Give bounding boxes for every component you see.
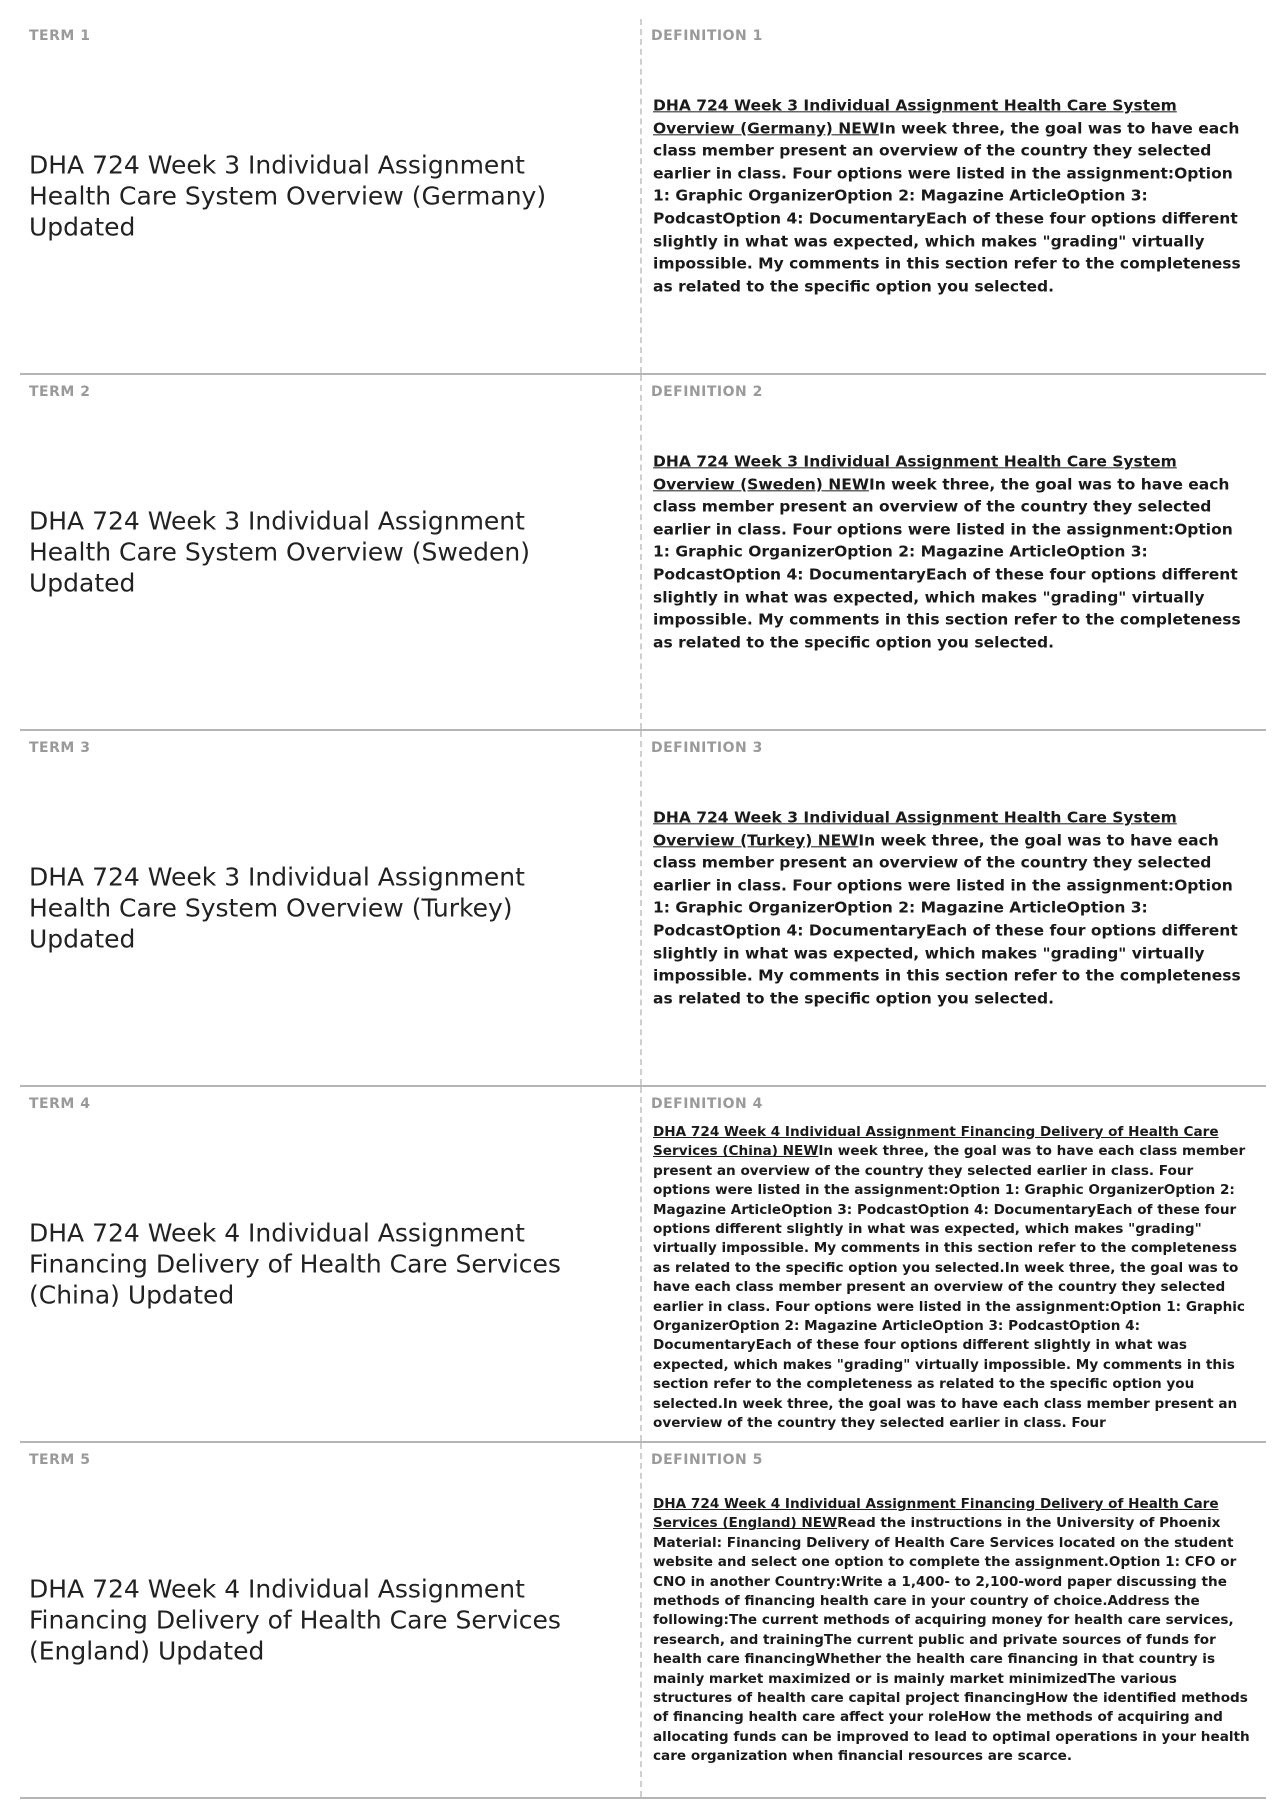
- definition-label: DEFINITION 2: [651, 384, 763, 400]
- definition-text: [653, 450, 1254, 653]
- card-row: [20, 375, 1266, 731]
- term-text: DHA 724 Week 3 Individual Assignment Health Care System Overview (Germany) Updated: [29, 150, 547, 242]
- term-label: TERM 5: [29, 1452, 91, 1468]
- term-cell: [20, 1443, 642, 1797]
- definition-text: [653, 1495, 1254, 1767]
- definition-text: [653, 806, 1254, 1009]
- definition-body: In week three, the goal was to have each class member present an overview of the country they selected earlier in class. Four options were listed in the assignment:Option 1: Graphic OrganizerOption 2: Magazine ArticleOption 3: PodcastOption 4: DocumentaryEach of these four options different slightly in what was expected, which makes "grading" virtually impossible. My comments in this section refer to the completeness as related to the specific option you selected.: [653, 474, 1241, 652]
- term-cell: [20, 731, 642, 1085]
- definition-label: DEFINITION 5: [651, 1452, 763, 1468]
- term-cell: [20, 375, 642, 729]
- definition-cell: [642, 1087, 1266, 1441]
- definition-label: DEFINITION 4: [651, 1096, 763, 1112]
- definition-cell: [642, 19, 1266, 373]
- term-cell: [20, 19, 642, 373]
- definition-title-link[interactable]: DHA 724 Week 3 Individual Assignment Health Care System Overview (Turkey) NEW: [653, 808, 1177, 849]
- term-text: DHA 724 Week 3 Individual Assignment Health Care System Overview (Sweden) Updated: [29, 506, 530, 598]
- term-label: TERM 2: [29, 384, 91, 400]
- term-label: TERM 1: [29, 28, 91, 44]
- definition-body: Read the instructions in the University of Phoenix Material: Financing Delivery of Health Care Services located on the student website and select one option to complete the assignment.Option 1: CFO or CNO in another Country:Write a 1,400- to 2,100-word paper discussing the methods of financing health care in your country of choice.Address the following:The current methods of acquiring money for health care services, research, and trainingThe current public and private sources of funds for health care financingWhether the health care financing in that country is mainly market maximized or is mainly market minimizedThe various structures of health care capital project financingHow the identified methods of financing health care affect your roleHow the methods of acquiring and allocating funds can be improved to lead to optimal operations in your health care organization when financial resources are scarce.: [653, 1515, 1250, 1765]
- term-text: DHA 724 Week 4 Individual Assignment Financing Delivery of Health Care Services (China) Updated: [29, 1218, 561, 1310]
- term-text: DHA 724 Week 4 Individual Assignment Financing Delivery of Health Care Services (England) Updated: [29, 1574, 561, 1666]
- definition-label: DEFINITION 3: [651, 740, 763, 756]
- definition-label: DEFINITION 1: [651, 28, 763, 44]
- definition-title-link[interactable]: DHA 724 Week 4 Individual Assignment Financing Delivery of Health Care Services (China) NEW: [653, 1124, 1219, 1160]
- definition-cell: [642, 375, 1266, 729]
- card-row: [20, 1087, 1266, 1443]
- definition-cell: [642, 1443, 1266, 1797]
- definition-cell: [642, 731, 1266, 1085]
- definition-body: In week three, the goal was to have each class member present an overview of the country they selected earlier in class. Four options were listed in the assignment:Option 1: Graphic OrganizerOption 2: Magazine ArticleOption 3: PodcastOption 4: DocumentaryEach of these four options different slightly in what was expected, which makes "grading" virtually impossible. My comments in this section refer to the completeness as related to the specific option you selected.In week three, the goal was to have each class member present an overview of the country they selected earlier in class. Four options were listed in the assignment:Option 1: Graphic OrganizerOption 2: Magazine ArticleOption 3: PodcastOption 4: DocumentaryEach of these four options different slightly in what was expected, which makes "grading" virtually impossible. My comments in this section refer to the completeness as related to the specific option you selected.In week three, the goal was to have each class member present an overview of the country they selected earlier in class. Four: [653, 1143, 1246, 1432]
- definition-body: In week three, the goal was to have each class member present an overview of the country they selected earlier in class. Four options were listed in the assignment:Option 1: Graphic OrganizerOption 2: Magazine ArticleOption 3: PodcastOption 4: DocumentaryEach of these four options different slightly in what was expected, which makes "grading" virtually impossible. My comments in this section refer to the completeness as related to the specific option you selected.: [653, 118, 1241, 296]
- definition-text: [653, 1123, 1254, 1434]
- definition-text: [653, 94, 1254, 297]
- definition-title-link[interactable]: DHA 724 Week 4 Individual Assignment Financing Delivery of Health Care Services (England) NEW: [653, 1496, 1219, 1532]
- card-row: [20, 731, 1266, 1087]
- definition-body: In week three, the goal was to have each class member present an overview of the country they selected earlier in class. Four options were listed in the assignment:Option 1: Graphic OrganizerOption 2: Magazine ArticleOption 3: PodcastOption 4: DocumentaryEach of these four options different slightly in what was expected, which makes "grading" virtually impossible. My comments in this section refer to the completeness as related to the specific option you selected.: [653, 830, 1241, 1008]
- term-label: TERM 3: [29, 740, 91, 756]
- flashcard-sheet: [20, 19, 1266, 1799]
- card-row: [20, 19, 1266, 375]
- term-cell: [20, 1087, 642, 1441]
- definition-title-link[interactable]: DHA 724 Week 3 Individual Assignment Health Care System Overview (Sweden) NEW: [653, 452, 1177, 493]
- definition-title-link[interactable]: DHA 724 Week 3 Individual Assignment Health Care System Overview (Germany) NEW: [653, 96, 1177, 137]
- term-text: DHA 724 Week 3 Individual Assignment Health Care System Overview (Turkey) Updated: [29, 862, 525, 954]
- term-label: TERM 4: [29, 1096, 91, 1112]
- card-row: [20, 1443, 1266, 1799]
